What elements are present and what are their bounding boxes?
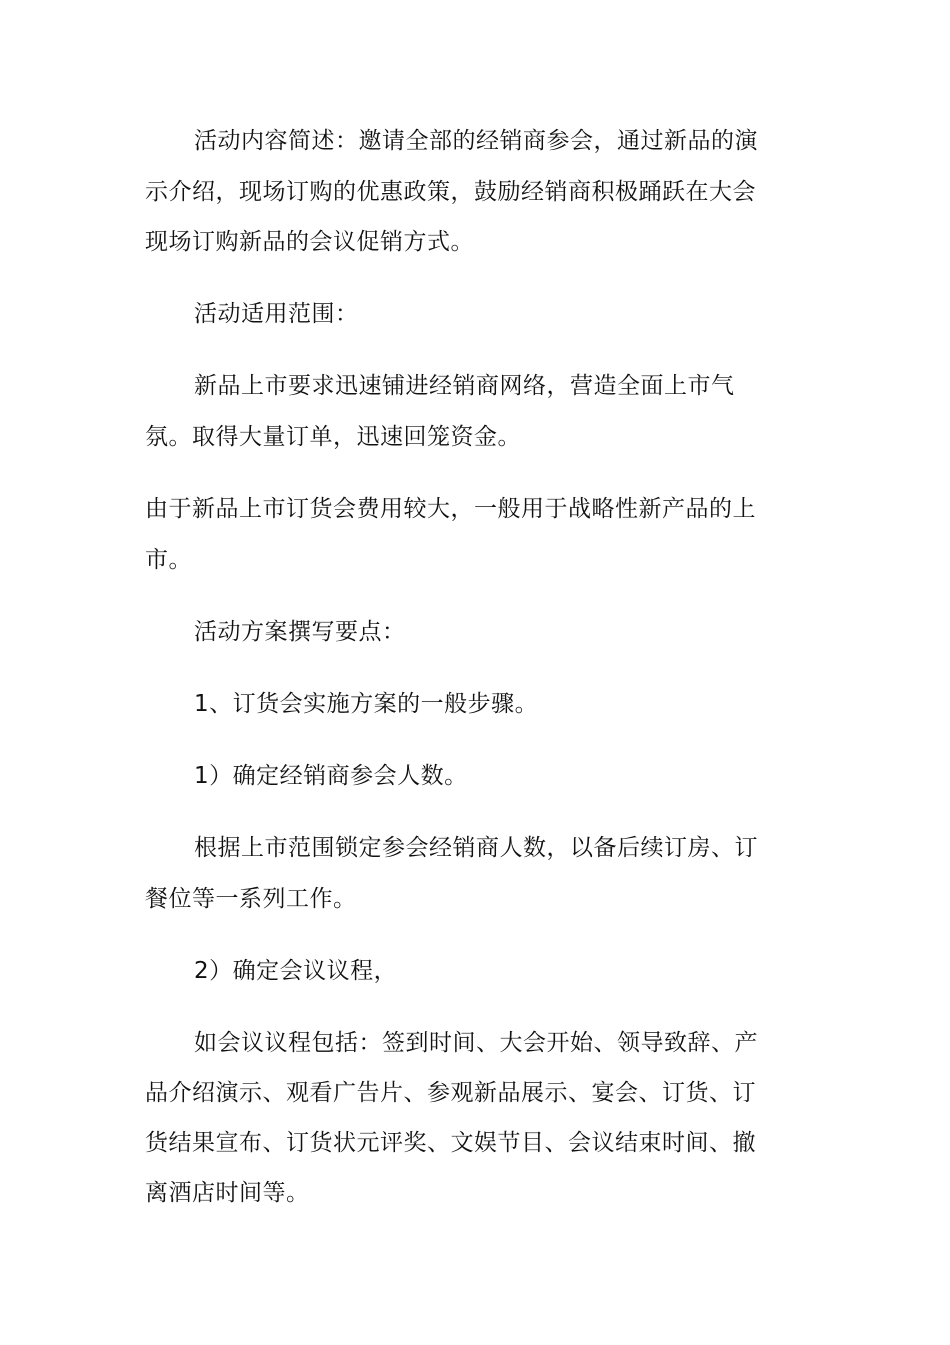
text-line: 示介绍，现场订购的优惠政策，鼓励经销商积极踊跃在大会 xyxy=(145,179,756,205)
text-line: 氛。取得大量订单，迅速回笼资金。 xyxy=(145,424,521,450)
text-line: 品介绍演示、观看广告片、参观新品展示、宴会、订货、订 xyxy=(145,1080,756,1106)
text-line: 1、订货会实施方案的一般步骤。 xyxy=(194,691,539,717)
text-line: 由于新品上市订货会费用较大，一般用于战略性新产品的上 xyxy=(145,496,756,522)
text-line: 离酒店时间等。 xyxy=(145,1180,310,1206)
text-line: 活动方案撰写要点： xyxy=(194,619,406,645)
text-line: 活动内容简述：邀请全部的经销商参会，通过新品的演 xyxy=(194,128,758,154)
text-line: 如会议议程包括：签到时间、大会开始、领导致辞、产 xyxy=(194,1030,758,1056)
text-line: 市。 xyxy=(145,547,192,573)
text-line: 餐位等一系列工作。 xyxy=(145,886,357,912)
text-line: 根据上市范围锁定参会经销商人数，以备后续订房、订 xyxy=(194,835,758,861)
text-line: 活动适用范围： xyxy=(194,301,359,327)
text-line: 1）确定经销商参会人数。 xyxy=(194,763,468,789)
text-line: 新品上市要求迅速铺进经销商网络，营造全面上市气 xyxy=(194,373,735,399)
text-line: 货结果宣布、订货状元评奖、文娱节目、会议结束时间、撤 xyxy=(145,1130,756,1156)
text-line: 2）确定会议议程， xyxy=(194,958,398,984)
text-line: 现场订购新品的会议促销方式。 xyxy=(145,229,474,255)
